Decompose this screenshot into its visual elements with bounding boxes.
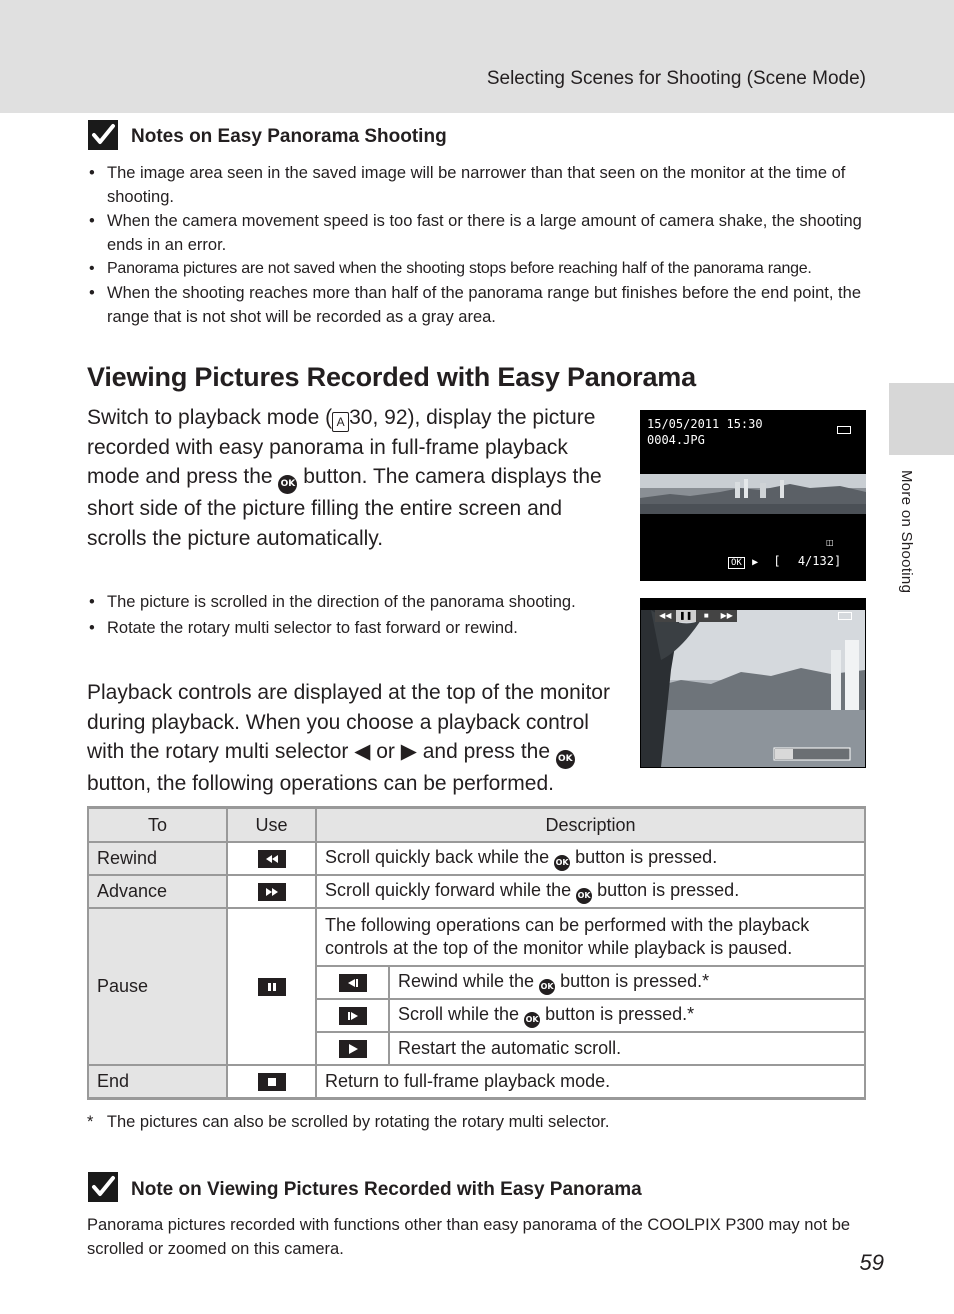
note1-title: Notes on Easy Panorama Shooting [131, 126, 447, 147]
footnote: * The pictures can also be scrolled by rotating the rotary multi selector. [87, 1113, 610, 1131]
screen-filename: 0004.JPG [647, 433, 705, 447]
row-description: Scroll quickly back while the OK button is pressed. [316, 842, 865, 875]
row-description: Scroll quickly forward while the OK button is pressed. [316, 875, 865, 908]
side-tab [889, 383, 954, 455]
note2-title: Note on Viewing Pictures Recorded with Easy Panorama [131, 1179, 642, 1200]
ok-play-icon: OK [728, 557, 745, 569]
play-icon [339, 1040, 367, 1058]
ok-button-icon: OK [524, 1012, 540, 1028]
screen-datetime: 15/05/2011 15:30 [647, 417, 763, 431]
battery-icon [838, 612, 852, 620]
side-tab-label: More on Shooting [898, 470, 915, 594]
header-title: Selecting Scenes for Shooting (Scene Mode) [486, 68, 866, 89]
ok-button-icon: OK [539, 979, 555, 995]
note2-text: Panorama pictures recorded with functions other than easy panorama of the COOLPIX P300 may not be scrolled or zoomed on this camera. [87, 1216, 851, 1258]
table-header: To [88, 808, 227, 843]
pause-control-icon: ❚❚ [676, 610, 697, 622]
list-item: • When the camera movement speed is too fast or there is a large amount of camera shake, the shooting ends in an error. [87, 209, 872, 257]
step-back-key [316, 966, 389, 999]
list-item: • The picture is scrolled in the direction of the panorama shooting. [87, 590, 627, 614]
sub-description: Rewind while the OK button is pressed.* [389, 966, 865, 999]
rewind-control-icon: ◀◀ [659, 611, 672, 620]
sub-description: Restart the automatic scroll. [389, 1032, 865, 1065]
row-label-end: End [88, 1065, 227, 1099]
table-row [88, 1065, 865, 1099]
row-description: Return to full-frame playback mode. [316, 1065, 865, 1099]
step-forward-icon [339, 1007, 367, 1025]
operations-table [87, 806, 866, 1100]
table-header: Description [316, 808, 865, 843]
section-title: Viewing Pictures Recorded with Easy Panorama [87, 362, 696, 392]
reference-icon: A [332, 412, 349, 432]
note1-list [87, 161, 872, 329]
advance-control-icon: ▶▶ [720, 611, 733, 620]
advance-icon [258, 883, 286, 901]
step-forward-key [316, 999, 389, 1032]
play-key [316, 1032, 389, 1065]
right-arrow-icon: ▶ [400, 740, 417, 763]
panorama-thumbnail-icon [640, 474, 866, 514]
row-label-pause: Pause [88, 908, 227, 1065]
intro-paragraph: Switch to playback mode ( A 30, 92), display the picture recorded with easy panorama in full-frame playback mode and press the OK button. The camera displays the short side of the picture filling the entire screen and scrolls the picture automatically. [87, 406, 602, 550]
rewind-icon [258, 850, 286, 868]
check-icon [88, 1172, 118, 1202]
scrolling-panorama-image [641, 610, 865, 767]
scroll-playback-screen-image [640, 598, 866, 768]
ok-button-icon: OK [556, 750, 575, 769]
check-icon [88, 120, 118, 150]
ok-button-icon: OK [554, 855, 570, 871]
list-item: • Rotate the rotary multi selector to fast forward or rewind. [87, 616, 627, 640]
sub-description: Scroll while the OK button is pressed.* [389, 999, 865, 1032]
stop-icon [258, 1073, 286, 1091]
left-arrow-icon: ◀ [354, 740, 371, 763]
list-item: • The image area seen in the saved image will be narrower than that seen on the monitor at the time of shooting. [87, 161, 872, 209]
header-band [0, 0, 954, 113]
playback-controls [655, 610, 737, 622]
table-row [88, 842, 865, 875]
playback-screen-image: 15/05/2011 15:30 0004.JPG ◫ OK ▶ [ 4/132] [640, 410, 866, 581]
step-back-icon [339, 974, 367, 992]
play-icon: ▶ [752, 557, 759, 568]
row-description: The following operations can be performed with the playback controls at the top of the monitor while playback is paused. [316, 908, 865, 966]
controls-paragraph: Playback controls are displayed at the top of the monitor during playback. When you choose a playback control with the rotary multi selector ◀ or ▶ and press the OK button, the following operations can be performed. [87, 681, 610, 795]
battery-icon [837, 426, 851, 434]
scroll-bullets [87, 590, 627, 640]
page-number: 59 [859, 1250, 884, 1275]
list-item: • When the shooting reaches more than half of the panorama range but finishes before the end point, the range that is not shot will be recorded as a gray area. [87, 281, 872, 329]
rewind-key [227, 842, 316, 875]
pause-icon [258, 978, 286, 996]
list-item: • Panorama pictures are not saved when the shooting stops before reaching half of the panorama range. [87, 257, 872, 281]
panorama-hide-icon: ◫ [826, 538, 834, 547]
row-label-rewind: Rewind [88, 842, 227, 875]
row-label-advance: Advance [88, 875, 227, 908]
table-row [88, 908, 865, 966]
end-key [227, 1065, 316, 1099]
table-header: Use [227, 808, 316, 843]
table-row [88, 875, 865, 908]
frame-count: 4/132 [797, 554, 834, 568]
ok-button-icon: OK [576, 888, 592, 904]
pause-key [227, 908, 316, 1065]
ok-button-icon: OK [278, 475, 297, 494]
advance-key [227, 875, 316, 908]
stop-control-icon: ■ [703, 611, 709, 620]
